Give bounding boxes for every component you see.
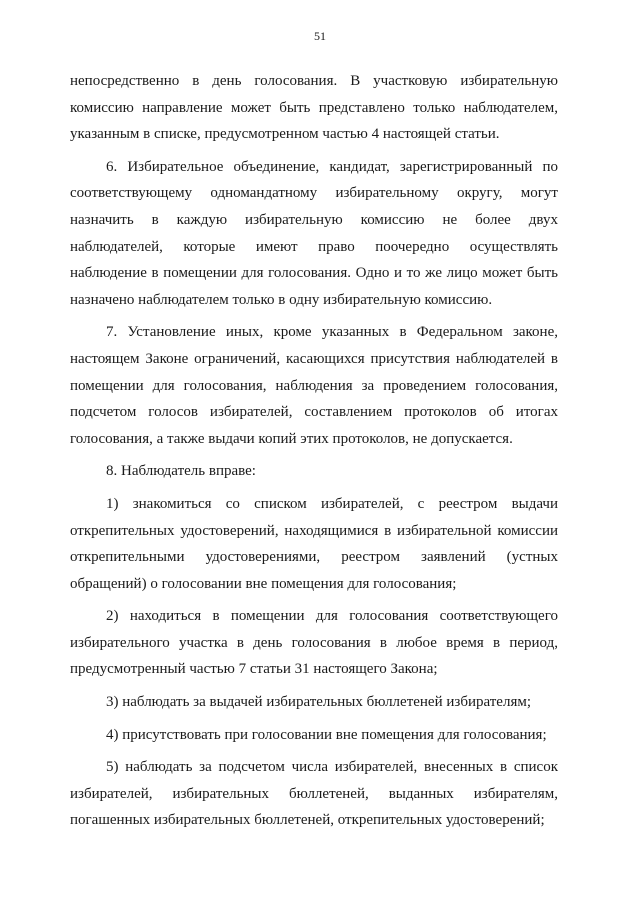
paragraph: [70, 491, 558, 597]
text-line: предусмотренный частью 7 статьи 31 настоящего Закона;: [70, 661, 438, 678]
paragraph: [70, 754, 558, 834]
text-line: назначить в каждую избирательную комиссию не более двух: [70, 211, 558, 228]
text-line: голосования, а также выдачи копий этих протоколов, не допускается.: [70, 430, 513, 447]
text-line: обращений) о голосовании вне помещения для голосования;: [70, 575, 457, 592]
paragraph: [70, 603, 558, 683]
text-line: 5) наблюдать за подсчетом числа избирателей, внесенных в список: [106, 759, 558, 776]
text-line: 1) знакомиться со списком избирателей, с реестром выдачи: [106, 495, 558, 512]
paragraph: [70, 458, 558, 485]
paragraph: [70, 722, 558, 749]
text-line: открепительных удостоверений, находящимися в избирательной комиссии: [70, 522, 558, 539]
text-line: избирательного участка в день голосования в любое время в период,: [70, 634, 558, 651]
text-line: наблюдателей, которые имеют право поочередно осуществлять: [70, 238, 558, 255]
paragraph: [70, 319, 558, 452]
text-line: 8. Наблюдатель вправе:: [106, 463, 256, 480]
text-line: указанным в списке, предусмотренном частью 4 настоящей статьи.: [70, 126, 500, 143]
text-line: 2) находиться в помещении для голосования соответствующего: [106, 608, 558, 625]
paragraph: [70, 68, 558, 148]
text-line: 7. Установление иных, кроме указанных в Федеральном законе,: [106, 324, 558, 341]
paragraph: [70, 689, 558, 716]
text-line: подсчетом голосов избирателей, составлением протоколов об итогах: [70, 404, 558, 421]
text-line: помещении для голосования, наблюдения за проведением голосования,: [70, 377, 558, 394]
text-line: настоящем Законе ограничений, касающихся присутствия наблюдателей в: [70, 350, 558, 367]
text-line: 6. Избирательное объединение, кандидат, зарегистрированный по: [106, 158, 558, 175]
text-line: погашенных избирательных бюллетеней, открепительных удостоверений;: [70, 812, 545, 829]
document-body: [70, 68, 558, 834]
text-line: непосредственно в день голосования. В участковую избирательную: [70, 73, 558, 89]
text-line: соответствующему одномандатному избирательному округу, могут: [70, 185, 558, 202]
text-line: 4) присутствовать при голосовании вне помещения для голосования;: [106, 726, 547, 743]
text-line: наблюдение в помещении для голосования. Одно и то же лицо может быть: [70, 265, 558, 282]
page-number: 51: [314, 29, 326, 43]
paragraph: [70, 154, 558, 314]
text-line: избирателей, избирательных бюллетеней, выданных избирателям,: [70, 785, 558, 802]
text-line: назначено наблюдателем только в одну избирательную комиссию.: [70, 291, 493, 308]
text-line: открепительными удостоверениями, реестром заявлений (устных: [70, 549, 558, 566]
text-line: комиссию направление может быть представлено только наблюдателем,: [70, 99, 558, 116]
text-line: 3) наблюдать за выдачей избирательных бюллетеней избирателям;: [106, 694, 532, 711]
